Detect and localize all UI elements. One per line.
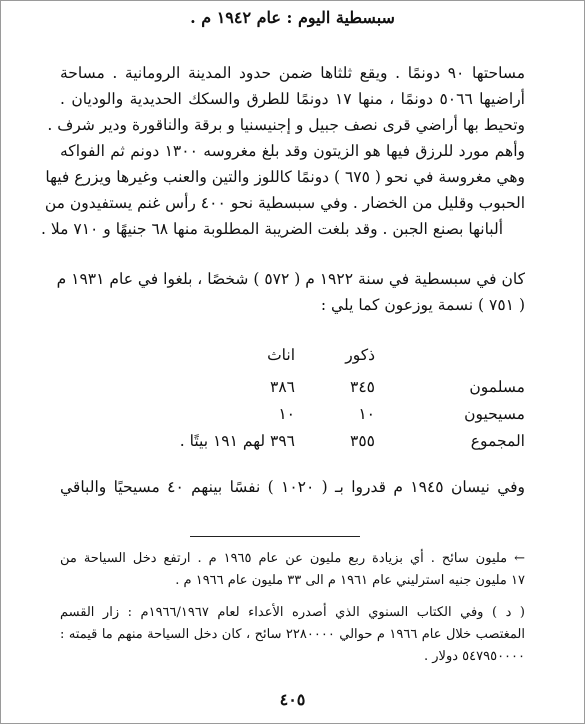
para1-line: الحبوب وقليل من الخضار . وفي سبسطية نحو ٤٠٠ رأس غنم يستفيدون من [44, 194, 525, 212]
cell-female: ٣٩٦ لهم ١٩١ بيتًا . [179, 432, 295, 450]
para1-line: مساحتها ٩٠ دونمًا . ويقع ثلثاها ضمن حدود المدينة الرومانية . مساحة [60, 64, 525, 82]
table-row [120, 378, 525, 400]
footnote-divider [190, 536, 360, 537]
footnote-line: ٥٤٧٩٥٠٠٠٠ دولار . [424, 649, 525, 664]
running-header: سبسطية اليوم : عام ١٩٤٢ م . [190, 8, 395, 27]
footnote-line: ( د ) وفي الكتاب السنوي الذي أصدره الأعداء لعام ١٩٦٦/١٩٦٧م : زار القسم [60, 605, 525, 620]
para1-line: وهي مغروسة في نحو ( ٦٧٥ ) دونمًا كاللوز والتين والعنب وغيرها ويزرع فيها [45, 168, 525, 186]
col-header-female: اناث [267, 346, 295, 364]
cell-female: ١٠ [278, 405, 295, 423]
cell-male: ٣٤٥ [350, 378, 375, 396]
para1-line: ألبانها بصنع الجبن . وقد بلغت الضريبة المطلوبة منها ٦٨ جنيهًا و ٧١٠ ملا . [41, 220, 503, 238]
para1-line: وتحيط بها أراضي قرى نصف جبيل و إجنيسنيا و برقة والناقورة ودير شرف . [47, 116, 525, 134]
footnote-line: ← مليون سائح . أي بزيادة ربع مليون عن عام ١٩٦٥ م . ارتفع دخل السياحة من [60, 551, 525, 566]
row-label: مسيحيون [464, 405, 525, 423]
table-row [120, 432, 525, 454]
row-label: مسلمون [469, 378, 525, 396]
table-row [120, 405, 525, 427]
col-header-male: ذكور [345, 346, 375, 364]
page-number: ٤٠٥ [279, 690, 306, 709]
para2-line: ( ٧٥١ ) نسمة يوزعون كما يلي : [320, 296, 525, 314]
cell-female: ٣٨٦ [270, 378, 295, 396]
footnote-line: ١٧ مليون جنيه استرليني عام ١٩٦١ م الى ٣٣ مليون عام ١٩٦٦ م . [175, 573, 525, 588]
paragraph-3: وفي نيسان ١٩٤٥ م قدروا بـ ( ١٠٢٠ ) نفسًا بينهم ٤٠ مسيحيًا والباقي [60, 478, 526, 496]
footnote-line: المغتصب خلال عام ١٩٦٦ م حوالي ٢٢٨٠٠٠٠ سائح ، كان دخل السياحة منهم ما قيمته : [60, 627, 525, 642]
para2-line: كان في سبسطية في سنة ١٩٢٢ م ( ٥٧٢ ) شخصًا ، بلغوا في عام ١٩٣١ م [56, 270, 525, 288]
para1-line: وأهم مورد للرزق فيها هو الزيتون وقد بلغ مغروسه ١٣٠٠ دونم ثم الفواكه [60, 142, 525, 160]
table-header-row [120, 346, 525, 368]
para1-line: أراضيها ٥٠٦٦ دونمًا ، منها ١٧ دونمًا للطرق والسكك الحديدية والوديان . [60, 90, 525, 108]
cell-male: ١٠ [358, 405, 375, 423]
cell-male: ٣٥٥ [350, 432, 375, 450]
row-label: المجموع [470, 432, 525, 450]
